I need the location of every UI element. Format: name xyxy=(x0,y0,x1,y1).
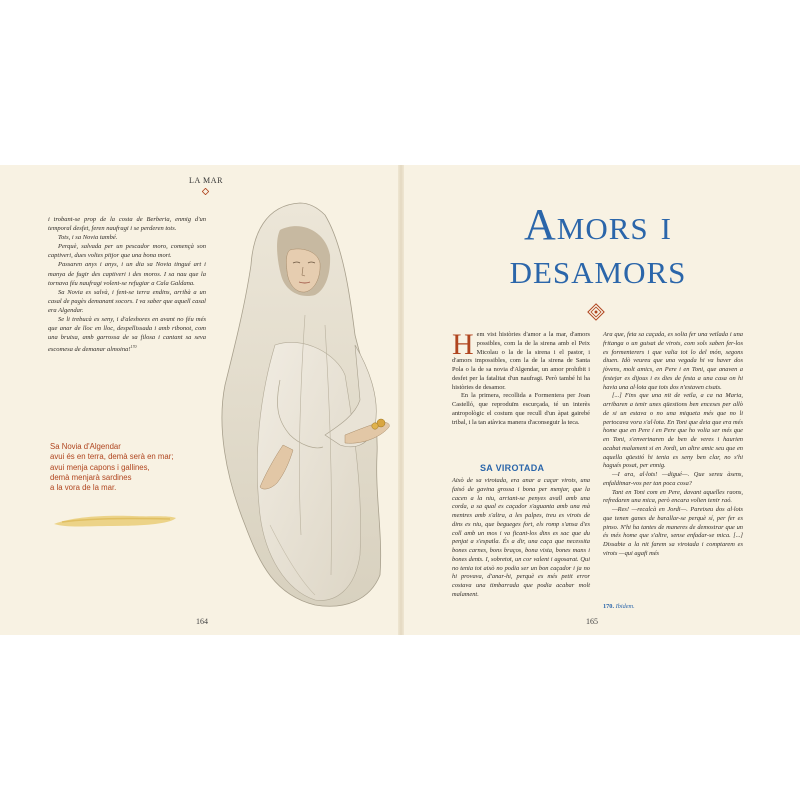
drop-cap: H xyxy=(452,328,474,361)
brush-stroke-decoration xyxy=(52,512,178,530)
story-paragraph: —Res! —recalcà en Jordi—. Pareixeu dos al·lots que tenen ganes de barallar-se perquè sí, per fer es pinso. N'hi ha tantes de maneres de demostrar que un és més home que s'altre, sense enfadar-se mica. [...] Dissabte a la nit farem sa virotada i comptarem es virots —qui agafi més xyxy=(603,506,743,557)
story-paragraph: Tant en Toni com en Pere, davant aquelles raons, refredaren una mica, però encara volien tenir raó. xyxy=(603,488,743,505)
left-page-body xyxy=(48,215,206,355)
left-paragraph-5: Sa Novia es salvà, i fent-se terra endins, arribà a un casal de pagès demanant socors. I va saber que aquell casal era Algendar. xyxy=(48,288,206,314)
intro-paragraph-1-text: em vist històries d'amor a la mar, d'amors possibles, com la de la sirena amb el Peix Micolau o la de la sirena i el pastor, i d'amors impossibles, com la de la sirena de Santa Pola o la de sa novia d'Algendar, un amor prohibit i desfet per la fatalitat d'un naufragi. Però també hi ha històries de desamor. xyxy=(452,331,590,391)
story-column-right xyxy=(603,331,743,559)
chapter-title xyxy=(478,200,718,293)
footnote-text: Ibidem. xyxy=(615,603,635,610)
story-paragraph: Ara que, feta sa caçada, es solia fer una vetlada i una fritanga o un guisat de virots, com sols saben fer-los es formenterers i que valia tot lo del món, segons diuen. Idò veureu que una vegada hi va haver dos jòvens, molt amics, en Pere i en Toni, que anaven a festejar es dijous i es dies de festa a una casa on hi havia una al·lota que tots dos n'estaven cisats. xyxy=(603,331,743,391)
book-gutter xyxy=(398,165,404,635)
footnote-reference: 170 xyxy=(130,344,137,350)
story-column-left xyxy=(452,477,590,600)
book-spread xyxy=(0,165,800,635)
poem-line: avui menja capons i gallines, xyxy=(50,462,150,472)
left-paragraph-2: Tots, i sa Novia també. xyxy=(58,234,118,242)
poem xyxy=(50,442,210,493)
footnote-number: 170. xyxy=(603,603,615,610)
diamond-ornament-icon xyxy=(202,188,209,195)
page-number-right: 165 xyxy=(586,617,598,626)
chapter-title-line-1: Amors i xyxy=(524,200,672,249)
story-paragraph: Això de sa virotada, era anar a caçar virots, una faisó de gavina grossa i bona per menjar, que la cacen a la niu, arriant-se penyes avall amb una corda, a sa qual es caçador s'aguanta amb una mà mentres amb s'altra, a les palpes, treu es virots de dins es niu, que begueges fort, els romp s'ansa d'es coll amb un mos i va ficant-los dins es sac que du penjat a s'espatla. És a dir, una caça que necessita bones carnes, bons braços, bona vista, bones mans i bones dents. I, sobretot, un cor valent i agosarat. Qui no tenia tot això no podia ser un bon caçador i ja no hi provava, d'anar-hi, perquè es més petit error costava una timbarrada que podia acabar molt malament. xyxy=(452,477,590,598)
poem-line: avui és en terra, demà serà en mar; xyxy=(50,452,174,462)
left-paragraph-4: Passaren anys i anys, i un dia sa Novia tingué art i manya de fugir des captiveri i des moros. I sa nau que la tornava féu naufragi volent-se refugiar a Cala Galdana. xyxy=(48,261,206,287)
poem-line: Sa Novia d'Algendar xyxy=(50,442,121,451)
page-number-left: 164 xyxy=(196,617,208,626)
story-paragraph: —I ara, al·lots! —digué—. Que sereu àsens, enfaldimar-vos per tan poca cosa? xyxy=(603,471,743,487)
left-paragraph-6-text: Se li trebucà es seny, i d'aleshores en avant no féu més que anar de lloc en lloc, despellissada i amb ribonot, com una bruixa, amb garrossa de sa filosa i cantant sa seva escomesa de demanar almoina! xyxy=(48,316,206,354)
intro-paragraph-2: En la primera, recollida a Formentera per Joan Castelló, que reproduïm escurçada, té un interès antropològic el costum que recull d'un àpat gairebé tribal, i la tan atàvica manera d'aconseguir la teca. xyxy=(452,392,590,426)
left-paragraph-3: Perquè, salvada per un pescador moro, començà son captiveri, dues voltes pitjor que una bona mort. xyxy=(48,243,206,260)
story-paragraph: [...] Fins que una nit de vetla, a ca na Maria, arribaren a tenir unes qüestions ben enceses per allò de si un estava o no una miqueta més que no li pertocava vora s'al·lota. En Toni que deia que era més home que en Pere i en Pere que ho volia ser més que en Toni, s'enverinaren de ben de veres i haurien acabat malament si en Jordi, un altre amic seu que en aquella qüestió hi tenia es seny ben clar, no s'hi hagués posat, per ennig. xyxy=(603,392,743,470)
chapter-title-line-2: desamors xyxy=(509,244,687,293)
poem-line: a la vora de la mar. xyxy=(50,483,117,493)
woman-in-veil-illustration xyxy=(205,195,395,625)
intro-paragraph-1 xyxy=(452,328,590,392)
intro-column xyxy=(452,328,590,427)
poem-line: demà menjarà sardines xyxy=(50,472,132,482)
ornament-icon xyxy=(587,303,605,321)
section-heading: SA VIROTADA xyxy=(480,463,545,473)
left-paragraph-6 xyxy=(48,315,206,355)
left-paragraph-1: i trobant-se prop de la costa de Berberia, enmig d'un temporal desfet, feren naufragi i se perderen tots. xyxy=(48,216,206,233)
running-head: LA MAR xyxy=(188,176,224,185)
footnote xyxy=(603,603,743,610)
